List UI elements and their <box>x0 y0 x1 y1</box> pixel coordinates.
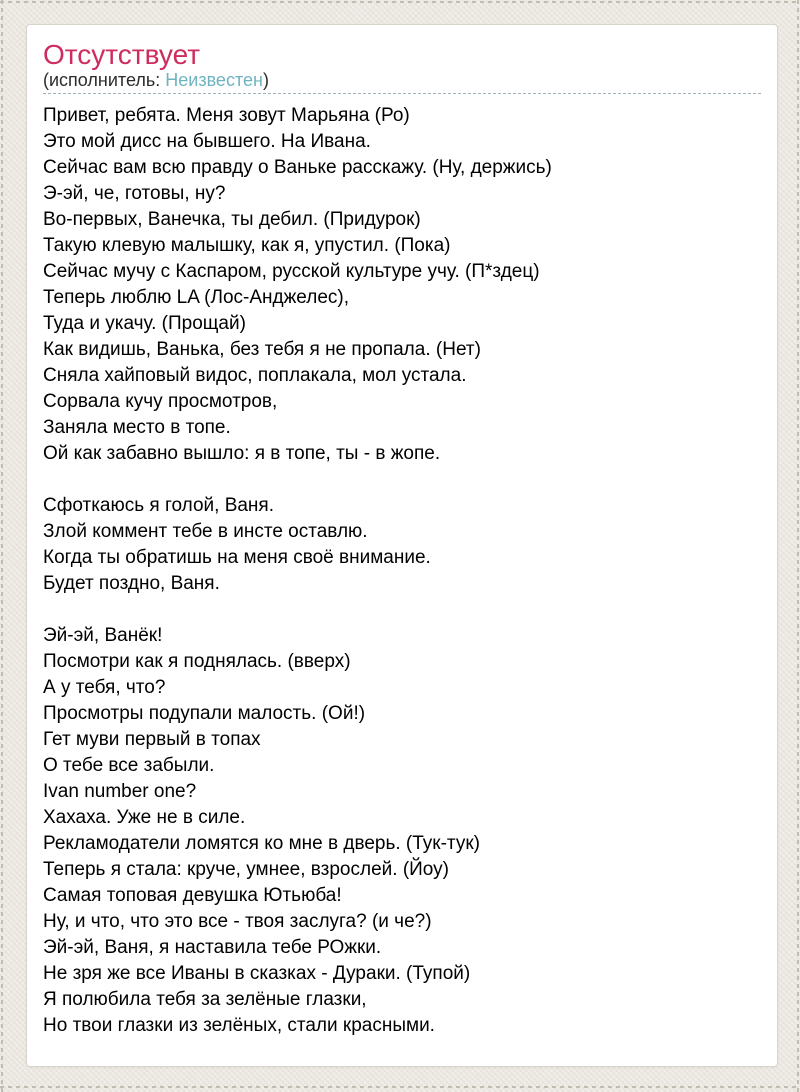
background-dashed-border-top <box>0 1 800 3</box>
lyric-line: Просмотры подупали малость. (Ой!) <box>43 703 366 724</box>
lyric-line: Ivan number one? <box>43 781 197 802</box>
lyrics-card <box>26 24 778 1067</box>
lyric-line: Туда и укачу. (Прощай) <box>43 313 246 334</box>
lyric-line: Не зря же все Иваны в сказках - Дураки. (Тупой) <box>43 963 471 984</box>
lyrics-text-block <box>43 103 761 1039</box>
lyric-line: Это мой дисс на бывшего. На Ивана. <box>43 131 371 152</box>
lyric-line: Но твои глазки из зелёных, стали красными. <box>43 1015 435 1036</box>
lyric-line: А у тебя, что? <box>43 677 166 698</box>
lyric-line: Злой коммент тебе в инсте оставлю. <box>43 521 368 542</box>
lyric-line: Во-первых, Ванечка, ты дебил. (Придурок) <box>43 209 421 230</box>
lyric-line: Сейчас вам всю правду о Ваньке расскажу. (Ну, держись) <box>43 157 552 178</box>
page-title: Отсутствует <box>43 39 201 70</box>
lyric-line: Сфоткаюсь я голой, Ваня. <box>43 495 274 516</box>
lyric-line: Я полюбила тебя за зелёные глазки, <box>43 989 367 1010</box>
lyric-line <box>43 467 761 493</box>
lyric-line: Сейчас мучу с Каспаром, русской культуре учу. (П*здец) <box>43 261 540 282</box>
lyric-line: Эй-эй, Ванёк! <box>43 625 163 646</box>
artist-link[interactable]: Неизвестен <box>165 70 263 90</box>
lyric-line: Будет поздно, Ваня. <box>43 573 220 594</box>
artist-label-suffix: ) <box>262 70 269 90</box>
lyric-line: Когда ты обратишь на меня своё внимание. <box>43 547 431 568</box>
lyric-line <box>43 597 761 623</box>
background-dashed-border-right <box>797 0 799 1092</box>
lyric-line: Как видишь, Ванька, без тебя я не пропала. (Нет) <box>43 339 481 360</box>
lyric-line: Ой как забавно вышло: я в топе, ты - в жопе. <box>43 443 441 464</box>
lyric-line: Теперь я стала: круче, умнее, взрослей. (Йоу) <box>43 859 449 880</box>
header-dotted-divider <box>43 93 761 94</box>
background-dashed-border-left <box>1 0 3 1092</box>
background-dashed-border-bottom <box>0 1086 800 1088</box>
lyric-line: Хахаха. Уже не в силе. <box>43 807 246 828</box>
lyric-line: Привет, ребята. Меня зовут Марьяна (Ро) <box>43 105 410 126</box>
artist-line <box>43 71 761 90</box>
lyric-line: Самая топовая девушка Ютьюба! <box>43 885 342 906</box>
artist-label-prefix: (исполнитель: <box>43 70 166 90</box>
lyric-line: Заняла место в топе. <box>43 417 231 438</box>
lyric-line: Сняла хайповый видос, поплакала, мол устала. <box>43 365 467 386</box>
lyric-line: Теперь люблю LA (Лос-Анджелес), <box>43 287 350 308</box>
lyric-line: Эй-эй, Ваня, я наставила тебе РОжки. <box>43 937 382 958</box>
lyric-line: Ну, и что, что это все - твоя заслуга? (и че?) <box>43 911 432 932</box>
lyric-line: Э-эй, че, готовы, ну? <box>43 183 226 204</box>
lyric-line: Сорвала кучу просмотров, <box>43 391 278 412</box>
lyric-line: О тебе все забыли. <box>43 755 215 776</box>
lyric-line: Такую клевую малышку, как я, упустил. (Пока) <box>43 235 451 256</box>
lyric-line: Посмотри как я поднялась. (вверх) <box>43 651 351 672</box>
lyric-line: Гет муви первый в топах <box>43 729 261 750</box>
lyric-line: Рекламодатели ломятся ко мне в дверь. (Тук-тук) <box>43 833 480 854</box>
